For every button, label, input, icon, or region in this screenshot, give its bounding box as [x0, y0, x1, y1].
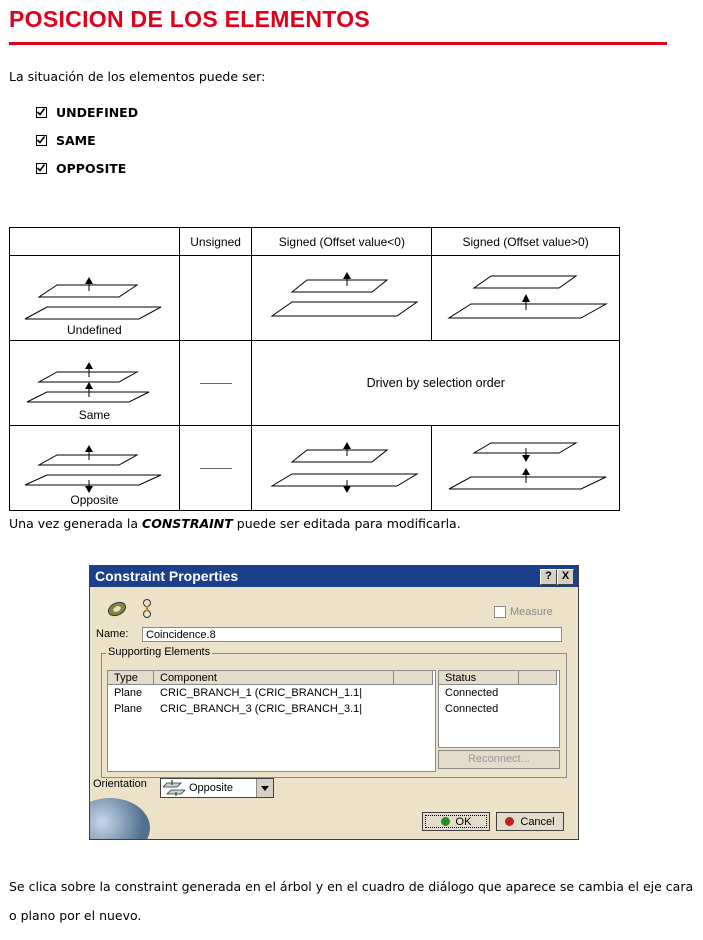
measure-checkbox[interactable]: Measure	[494, 606, 553, 618]
checkbox-icon	[36, 107, 47, 118]
dialog-title: Constraint Properties	[95, 568, 239, 584]
list-item-component[interactable]: CRIC_BRANCH_3 (CRIC_BRANCH_3.1|	[160, 703, 363, 715]
status-list[interactable]	[438, 670, 560, 748]
column-extra[interactable]	[394, 671, 433, 685]
status-item[interactable]: Connected	[445, 703, 499, 715]
name-label: Name:	[96, 628, 129, 640]
option-opposite: OPPOSITE	[36, 154, 138, 182]
cell-undefined-unsigned	[179, 256, 252, 341]
planes-positive-icon	[441, 268, 611, 328]
ok-button[interactable]: OK	[422, 812, 490, 831]
table-row-opposite	[10, 426, 620, 511]
options-list	[36, 98, 138, 182]
intro-text: La situación de los elementos puede ser:	[9, 69, 266, 84]
status-item[interactable]: Connected	[445, 687, 499, 699]
row-label-undefined: Undefined	[67, 323, 122, 337]
components-list[interactable]	[107, 670, 436, 772]
group-label: Supporting Elements	[108, 646, 211, 658]
ok-icon	[441, 817, 450, 826]
option-same: SAME	[36, 126, 138, 154]
cell-opposite-unsigned	[179, 426, 252, 511]
title-underline	[9, 42, 667, 45]
column-status[interactable]: Status	[439, 671, 519, 685]
checkbox-icon	[494, 606, 506, 618]
cell-undefined-negative	[252, 256, 432, 341]
cell-same-merged: Driven by selection order	[252, 341, 620, 426]
constraint-keyword: CONSTRAINT	[142, 516, 233, 531]
table-row-undefined	[10, 256, 620, 341]
cell-opposite-negative	[252, 426, 432, 511]
name-input[interactable]: Coincidence.8	[142, 627, 562, 642]
reconnect-button[interactable]: Reconnect...	[438, 750, 560, 769]
list-item-type[interactable]: Plane	[114, 687, 143, 699]
header-unsigned: Unsigned	[179, 228, 252, 256]
list-item-type[interactable]: Plane	[114, 703, 143, 715]
header-signed-positive: Signed (Offset value>0)	[432, 228, 620, 256]
component-icon[interactable]	[140, 598, 154, 620]
header-empty	[10, 228, 180, 256]
opposite-orientation-icon	[163, 780, 185, 796]
row-label-same: Same	[78, 408, 111, 422]
constraint-properties-dialog	[89, 565, 579, 840]
cell-same-unsigned	[179, 341, 252, 426]
orientation-select[interactable]	[160, 778, 274, 798]
column-type[interactable]: Type	[108, 671, 154, 685]
header-signed-negative: Signed (Offset value<0)	[252, 228, 432, 256]
cancel-icon	[505, 817, 514, 826]
help-button[interactable]: ?	[540, 569, 557, 585]
position-table	[9, 227, 620, 511]
orientation-label: Orientation	[93, 778, 147, 790]
checkbox-icon	[36, 135, 47, 146]
cell-opposite-positive	[432, 426, 620, 511]
footer-paragraph: Se clica sobre la constraint generada en el árbol y en el cuadro de diálogo que aparece se cambia el eje cara o plano por el nuevo.	[9, 879, 694, 923]
cancel-button[interactable]: Cancel	[496, 812, 564, 831]
column-component[interactable]: Component	[154, 671, 394, 685]
planes-negative-icon	[262, 268, 422, 328]
orientation-value: Opposite	[189, 782, 234, 794]
constraint-icon	[106, 600, 128, 618]
dialog-titlebar[interactable]	[90, 566, 578, 587]
planes-negative-opposite-icon	[262, 438, 422, 498]
table-row-same	[10, 341, 620, 426]
chevron-down-icon[interactable]	[256, 779, 273, 797]
list-item-component[interactable]: CRIC_BRANCH_1 (CRIC_BRANCH_1.1|	[160, 687, 363, 699]
two-planes-opposite-icon	[19, 443, 169, 493]
checkbox-icon	[36, 163, 47, 174]
option-undefined: UNDEFINED	[36, 98, 138, 126]
dash-mark	[200, 383, 232, 384]
edit-paragraph: Una vez generada la CONSTRAINT puede ser editada para modificarla.	[9, 516, 461, 531]
two-planes-undefined-icon	[19, 267, 169, 323]
column-extra[interactable]	[519, 671, 557, 685]
page-title: POSICION DE LOS ELEMENTOS	[9, 6, 371, 32]
dash-mark	[200, 468, 232, 469]
cell-undefined-positive	[432, 256, 620, 341]
planes-positive-opposite-icon	[441, 437, 611, 499]
logo-globe	[89, 798, 150, 840]
close-button[interactable]: X	[557, 569, 574, 585]
row-label-opposite: Opposite	[70, 493, 119, 507]
two-planes-same-icon	[19, 358, 169, 408]
